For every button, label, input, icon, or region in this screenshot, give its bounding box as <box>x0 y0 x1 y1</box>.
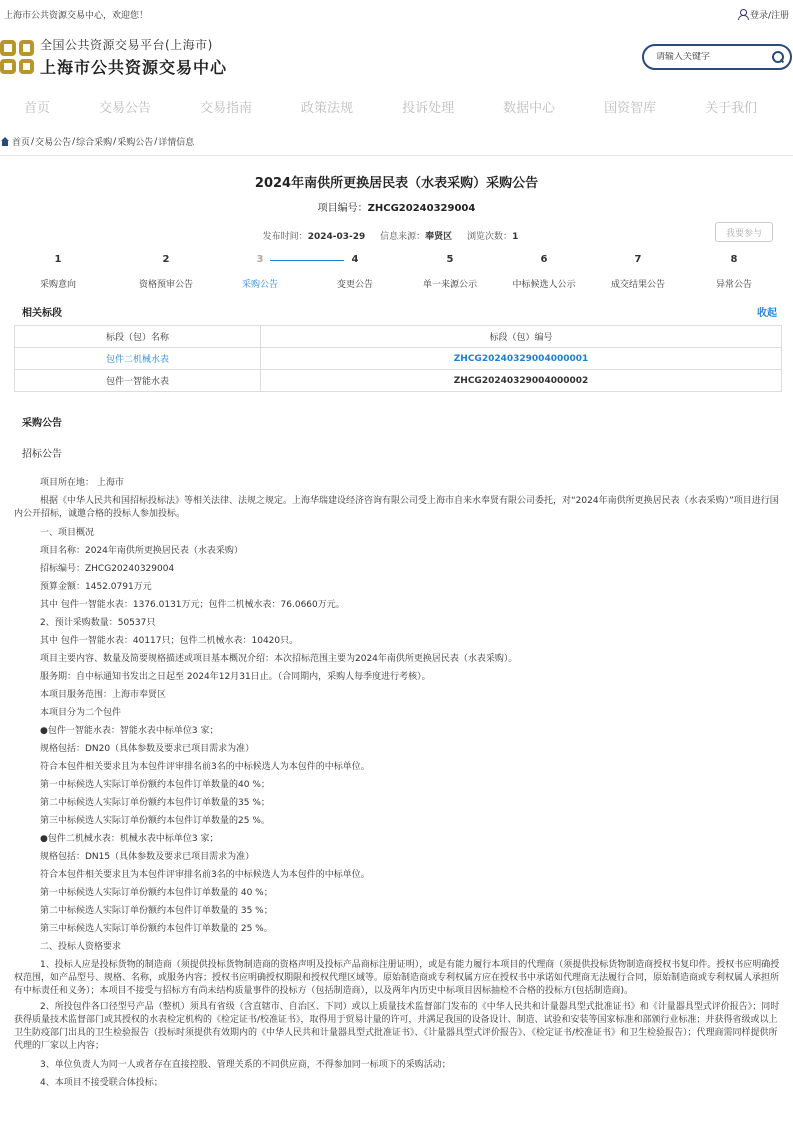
step-1[interactable] <box>18 254 98 290</box>
breadcrumb-procurement[interactable]: 综合采购 <box>76 138 113 148</box>
step-label: 单一来源公示 <box>422 280 477 290</box>
body-line: 符合本包件相关要求且为本包件评审排名前3名的中标候选人为本包件的中标单位。 <box>40 762 370 772</box>
section-title: 采购公告 <box>22 418 62 429</box>
project-number-label: 项目编号： <box>317 203 368 214</box>
step-number: 6 <box>540 254 548 265</box>
step-6[interactable] <box>504 254 584 290</box>
step-8[interactable] <box>694 254 774 290</box>
step-label: 成交结果公告 <box>610 280 665 290</box>
project-number-value: ZHCG20240329004 <box>367 203 476 214</box>
search-box <box>642 44 792 70</box>
requirement-1: 1、投标人应是投标货物的制造商（须提供投标货物制造商的资格声明及投标产品商标注册证明），或是有能力履行本项目的代理商（须提供投标货物制造商授权书复印件。授权书应明确授权范围，如产品型号、规格、名称，或服务内容；授权书应明确授权期限和授权代理区域等。原始制造商或专利权属方应在授权书中承诺如代理商无法履行合同，原始制造商或专利权属人承担所有中标责任和义务）；本项目不接受与招标方有尚未结构质量事件的投标方（包括制造商），以及两年内历史中标项目因标抽检不合格的投标方(包括制造商)。 <box>14 960 780 996</box>
body-line: 其中 包件一智能水表：1376.0131万元；包件二机械水表：76.0660万元。 <box>40 600 345 610</box>
publish-time: 2024-03-29 <box>307 232 366 242</box>
user-icon <box>738 9 748 20</box>
step-label: 资格预审公告 <box>138 280 193 290</box>
brand[interactable] <box>0 36 227 78</box>
related-lots-header <box>22 304 777 319</box>
location-line: 项目所在地： 上海市 <box>40 478 124 488</box>
top-bar <box>0 0 793 28</box>
step-2[interactable] <box>126 254 206 290</box>
collapse-link[interactable]: 收起 <box>757 308 777 319</box>
body-line: 服务期：自中标通知书发出之日起至 2024年12月31日止。（合同期内，采购人每季度进行考核）。 <box>40 672 431 682</box>
nav-policy[interactable]: 政策法规 <box>301 100 354 116</box>
requirement-3: 3、单位负责人为同一人或者存在直接控股、管理关系的不同供应商，不得参加同一标项下的采购活动； <box>40 1060 451 1070</box>
body-line: 招标编号：ZHCG20240329004 <box>40 564 175 574</box>
nav-data-center[interactable]: 数据中心 <box>503 100 556 116</box>
notice-meta <box>0 220 793 246</box>
breadcrumb-detail: 详情信息 <box>158 138 195 148</box>
body-line: 第三中标候选人实际订单份额约本包件订单数量的 25 %。 <box>40 924 273 934</box>
body-line: 规格包括：DN15（具体参数及要求已项目需求为准） <box>40 852 255 862</box>
step-label: 变更公告 <box>336 280 373 290</box>
step-5[interactable] <box>410 254 490 290</box>
body-line: 本项目服务范围：上海市奉贤区 <box>40 690 167 700</box>
body-line: 第二中标候选人实际订单份额约本包件订单数量的35 %； <box>40 798 270 808</box>
body-line: ●包件二机械水表：机械水表中标单位3 家； <box>40 834 219 844</box>
heading-requirements: 二、投标人资格要求 <box>40 942 122 952</box>
process-steps <box>0 254 793 298</box>
lot-code: ZHCG20240329004000002 <box>261 370 782 392</box>
step-number: 3 <box>256 254 264 265</box>
search-input[interactable] <box>656 52 766 62</box>
step-3[interactable] <box>220 254 300 290</box>
body-line: 其中 包件一智能水表：40117只；包件二机械水表：10420只。 <box>40 636 299 646</box>
step-number: 7 <box>634 254 642 265</box>
breadcrumb: 首页 / 交易公告 / 综合采购 / 采购公告 / 详情信息 <box>0 128 793 156</box>
intro-paragraph: 根据《中华人民共和国招标投标法》等相关法律、法规之规定。上海华瑞建设经济咨询有限公司受上海市自来水奉贤有限公司委托，对“2024年南供所更换居民表（水表采购）”项目进行国内公开招标，诚邀合格的投标人参加投标。 <box>14 496 779 519</box>
project-number <box>0 199 793 214</box>
col-lot-name: 标段（包）名称 <box>15 326 261 348</box>
source-label: 信息来源： <box>380 232 426 242</box>
login-label[interactable]: 登录/注册 <box>749 10 789 21</box>
lot-code[interactable]: ZHCG20240329004000001 <box>261 348 782 370</box>
platform-name: 全国公共资源交易平台(上海市) <box>40 38 213 52</box>
body-line: 本项目分为二个包件 <box>40 708 122 718</box>
step-number: 8 <box>730 254 738 265</box>
requirement-2: 2、所投包件各口径型号产品（整机）须具有省级（含直辖市、自治区、下同）或以上质量技术监督部门发布的《中华人民共和计量器具型式批准证书》和《计量器具型式评价报告》；同时获得质量技术监督部门或其授权的水表检定机构的《检定证书/校准证书》，取得用于贸易计量的许可，并满足我国的设备设计、制造、试验和安装等国家标准和部颁行业标准；并获得省级或以上卫生防疫部门出具的卫生检验报告（投标时须提供有效期内的《中华人民共和计量器具型式批准证书》、《计量器具型式评价报告》、《检定证书/校准证书》和卫生检验报告）；代理商需同样提供所代理的厂家以上内容； <box>14 1002 780 1051</box>
login-link[interactable] <box>738 8 789 21</box>
section-subtitle: 招标公告 <box>22 449 62 460</box>
body-line: 第一中标候选人实际订单份额约本包件订单数量的 40 %； <box>40 888 273 898</box>
join-button[interactable]: 我要参与 <box>715 222 773 242</box>
table-row <box>15 370 782 392</box>
table-row <box>15 348 782 370</box>
body-line: ●包件一智能水表：智能水表中标单位3 家； <box>40 726 219 736</box>
breadcrumb-purchase-notice[interactable]: 采购公告 <box>117 138 154 148</box>
home-icon <box>0 137 10 147</box>
body-line: 第三中标候选人实际订单份额约本包件订单数量的25 %。 <box>40 816 270 826</box>
center-name: 上海市公共资源交易中心 <box>40 58 228 77</box>
step-number: 2 <box>162 254 170 265</box>
body-line: 第二中标候选人实际订单份额约本包件订单数量的 35 %； <box>40 906 273 916</box>
site-header <box>0 28 793 86</box>
source-value: 奉贤区 <box>425 232 453 242</box>
related-lots-title: 相关标段 <box>22 308 62 319</box>
welcome-text: 上海市公共资源交易中心，欢迎您！ <box>4 10 149 21</box>
views-value: 1 <box>512 232 519 242</box>
notice-body <box>14 474 783 1092</box>
publish-label: 发布时间： <box>262 232 308 242</box>
table-header-row <box>15 326 782 348</box>
step-label: 采购意向 <box>39 280 76 290</box>
body-line: 第一中标候选人实际订单份额约本包件订单数量的40 %； <box>40 780 270 790</box>
page-title: 2024年南供所更换居民表（水表采购）采购公告 <box>254 176 539 191</box>
logo-icon <box>0 40 34 74</box>
step-7[interactable] <box>598 254 678 290</box>
requirement-4: 4、本项目不接受联合体投标； <box>40 1078 163 1088</box>
body-line: 2、预计采购数量：50537只 <box>40 618 156 628</box>
body-line: 项目主要内容、数量及简要规格描述或项目基本概况介绍：本次招标范围主要为2024年南供所更换居民表（水表采购）。 <box>40 654 518 664</box>
col-lot-code: 标段（包）编号 <box>261 326 782 348</box>
breadcrumb-notices[interactable]: 交易公告 <box>35 138 72 148</box>
nav-guide[interactable]: 交易指南 <box>200 100 253 116</box>
search-icon[interactable] <box>772 51 784 63</box>
nav-complaints[interactable]: 投诉处理 <box>402 100 455 116</box>
step-number: 1 <box>54 254 62 265</box>
body-line: 项目名称：2024年南供所更换居民表（水表采购） <box>40 546 243 556</box>
step-number: 5 <box>446 254 454 265</box>
main-nav <box>0 86 793 126</box>
views-label: 浏览次数： <box>467 232 513 242</box>
step-number: 4 <box>351 254 359 265</box>
step-label: 中标候选人公示 <box>512 280 576 290</box>
heading-overview: 一、项目概况 <box>40 528 95 538</box>
step-label: 采购公告 <box>241 280 278 290</box>
related-lots-table <box>14 325 782 392</box>
nav-notices[interactable]: 交易公告 <box>99 100 152 116</box>
nav-think-tank[interactable]: 国资智库 <box>604 100 657 116</box>
breadcrumb-home[interactable]: 首页 <box>12 138 31 148</box>
lot-name: 包件一智能水表 <box>15 370 261 392</box>
body-line: 符合本包件相关要求且为本包件评审排名前3名的中标候选人为本包件的中标单位。 <box>40 870 370 880</box>
body-line: 规格包括：DN20（具体参数及要求已项目需求为准） <box>40 744 255 754</box>
step-4[interactable] <box>315 254 395 290</box>
nav-about[interactable]: 关于我们 <box>705 100 758 116</box>
body-line: 预算金额：1452.0791万元 <box>40 582 152 592</box>
step-label: 异常公告 <box>715 280 752 290</box>
nav-home[interactable]: 首页 <box>24 100 51 116</box>
lot-name[interactable]: 包件二机械水表 <box>15 348 261 370</box>
